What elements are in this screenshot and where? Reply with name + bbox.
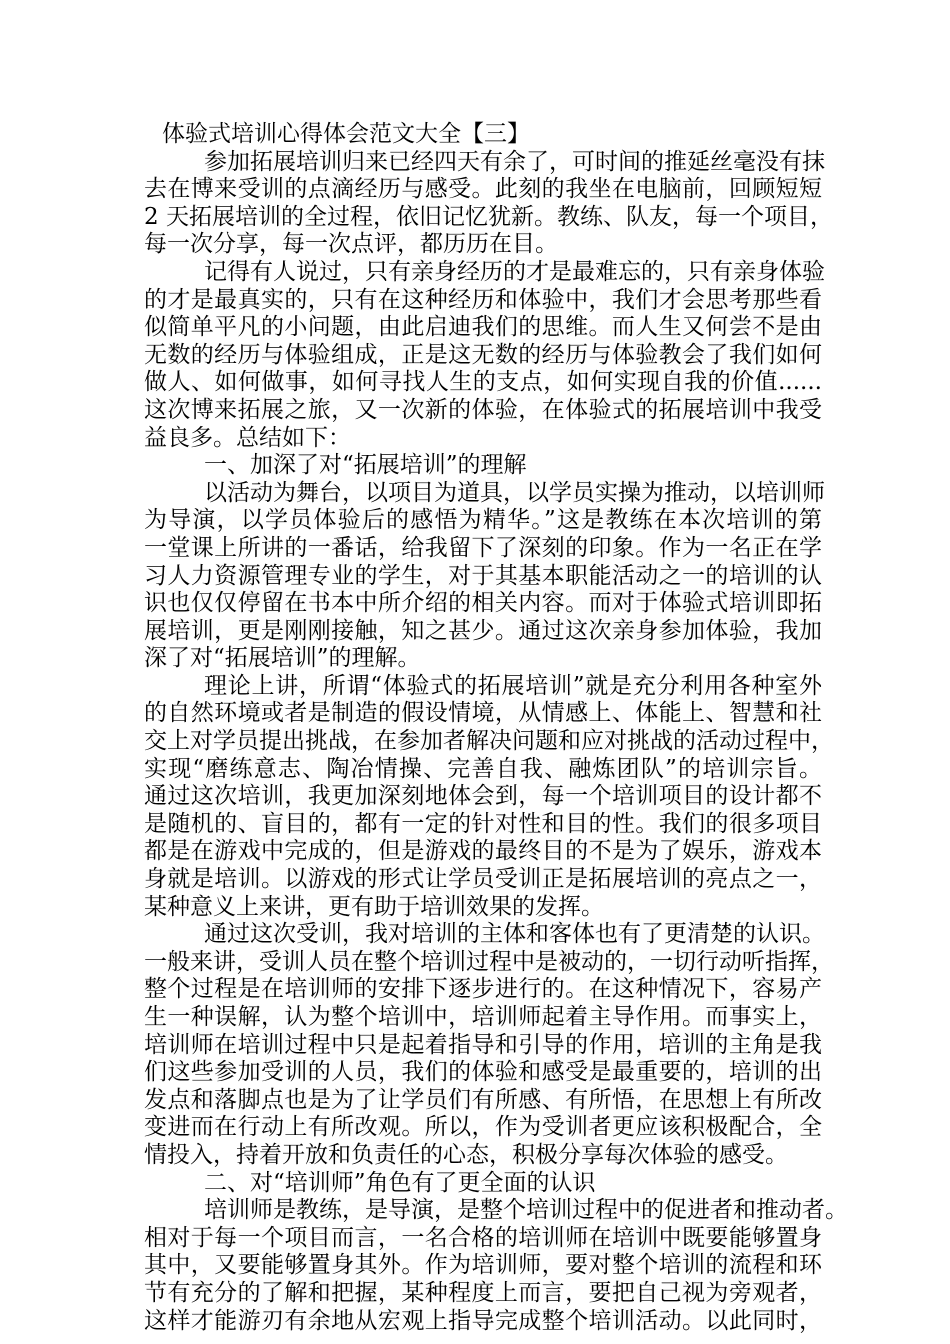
text-line: 去在博来受训的点滴经历与感受。此刻的我坐在电脑前，回顾短短 <box>144 176 822 203</box>
text-line: 这样才能游刃有余地从宏观上指导完成整个培训活动。以此同时， <box>144 1307 822 1334</box>
text-line: 整个过程是在培训师的安排下逐步进行的。在这种情况下，容易产 <box>144 976 822 1003</box>
text-line: 一堂课上所讲的一番话，给我留下了深刻的印象。作为一名正在学 <box>144 534 822 561</box>
text-line: 其中，又要能够置身其外。作为培训师，要对整个培训的流程和环 <box>144 1252 822 1279</box>
text-line: 记得有人说过，只有亲身经历的才是最难忘的，只有亲身体验 <box>204 258 825 285</box>
text-line: 培训师是教练，是导演，是整个培训过程中的促进者和推动者。 <box>204 1197 848 1224</box>
text-line: 益良多。总结如下： <box>144 424 351 451</box>
text-line: 这次博来拓展之旅，又一次新的体验，在体验式的拓展培训中我受 <box>144 396 822 423</box>
text-line: 为导演，以学员体验后的感悟为精华。”这是教练在本次培训的第 <box>144 507 822 534</box>
document-page <box>144 121 848 1335</box>
text-line: 实现“磨练意志、陶冶情操、完善自我、融炼团队”的培训宗旨。 <box>144 755 822 782</box>
text-line: 某种意义上来讲，更有助于培训效果的发挥。 <box>144 893 604 920</box>
text-line: 参加拓展培训归来已经四天有余了，可时间的推延丝毫没有抹 <box>204 148 825 175</box>
text-line: 的自然环境或者是制造的假设情境，从情感上、体能上、智慧和社 <box>144 700 822 727</box>
text-line: 交上对学员提出挑战，在参加者解决问题和应对挑战的活动过程中， <box>144 728 834 755</box>
text-line: 理论上讲，所谓“体验式的拓展培训”就是充分利用各种室外 <box>204 672 822 699</box>
section-heading: 一、加深了对“拓展培训”的理解 <box>204 452 527 479</box>
text-line: 2 天拓展培训的全过程，依旧记忆犹新。教练、队友，每一个项目， <box>144 203 833 230</box>
text-line: 们这些参加受训的人员，我们的体验和感受是最重要的，培训的出 <box>144 1059 822 1086</box>
section-heading: 二、对“培训师”角色有了更全面的认识 <box>204 1169 596 1196</box>
text-line: 展培训，更是刚刚接触，知之甚少。通过这次亲身参加体验，我加 <box>144 617 822 644</box>
text-line: 每一次分享，每一次点评，都历历在目。 <box>144 231 558 258</box>
text-line: 培训师在培训过程中只是起着指导和引导的作用，培训的主角是我 <box>144 1031 822 1058</box>
text-line: 一般来讲，受训人员在整个培训过程中是被动的，一切行动听指挥， <box>144 948 834 975</box>
text-line: 情投入，持着开放和负责任的心态，积极分享每次体验的感受。 <box>144 1141 788 1168</box>
text-line: 相对于每一个项目而言，一名合格的培训师在培训中既要能够置身 <box>144 1224 822 1251</box>
text-line: 识也仅仅停留在书本中所介绍的相关内容。而对于体验式培训即拓 <box>144 590 822 617</box>
text-line: 生一种误解，认为整个培训中，培训师起着主导作用。而事实上， <box>144 1004 822 1030</box>
text-line: 习人力资源管理专业的学生，对于其基本职能活动之一的培训的认 <box>144 562 822 589</box>
text-line: 都是在游戏中完成的，但是游戏的最终目的不是为了娱乐，游戏本 <box>144 838 822 865</box>
text-line: 通过这次培训，我更加深刻地体会到，每一个培训项目的设计都不 <box>144 783 822 810</box>
document-body <box>144 148 848 1336</box>
text-line: 的才是最真实的，只有在这种经历和体验中，我们才会思考那些看 <box>144 286 822 313</box>
text-line: 做人、如何做事，如何寻找人生的支点，如何实现自我的价值...... <box>144 369 822 396</box>
text-line: 深了对“拓展培训”的理解。 <box>144 645 421 672</box>
text-line: 发点和落脚点也是为了让学员们有所感、有所悟，在思想上有所改 <box>144 1086 822 1113</box>
text-line: 以活动为舞台，以项目为道具，以学员实操为推动，以培训师 <box>204 479 825 506</box>
text-line: 是随机的、盲目的，都有一定的针对性和目的性。我们的很多项目 <box>144 810 822 837</box>
text-line: 身就是培训。以游戏的形式让学员受训正是拓展培训的亮点之一， <box>144 866 822 893</box>
text-line: 似简单平凡的小问题，由此启迪我们的思维。而人生又何尝不是由 <box>144 314 822 341</box>
text-line: 节有充分的了解和把握，某种程度上而言，要把自己视为旁观者， <box>144 1279 822 1306</box>
text-line: 变进而在行动上有所改观。所以，作为受训者更应该积极配合，全 <box>144 1114 822 1141</box>
text-line: 无数的经历与体验组成，正是这无数的经历与体验教会了我们如何 <box>144 341 822 368</box>
text-line: 通过这次受训，我对培训的主体和客体也有了更清楚的认识。 <box>204 921 825 948</box>
document-title: 体验式培训心得体会范文大全【三】 <box>162 121 530 147</box>
